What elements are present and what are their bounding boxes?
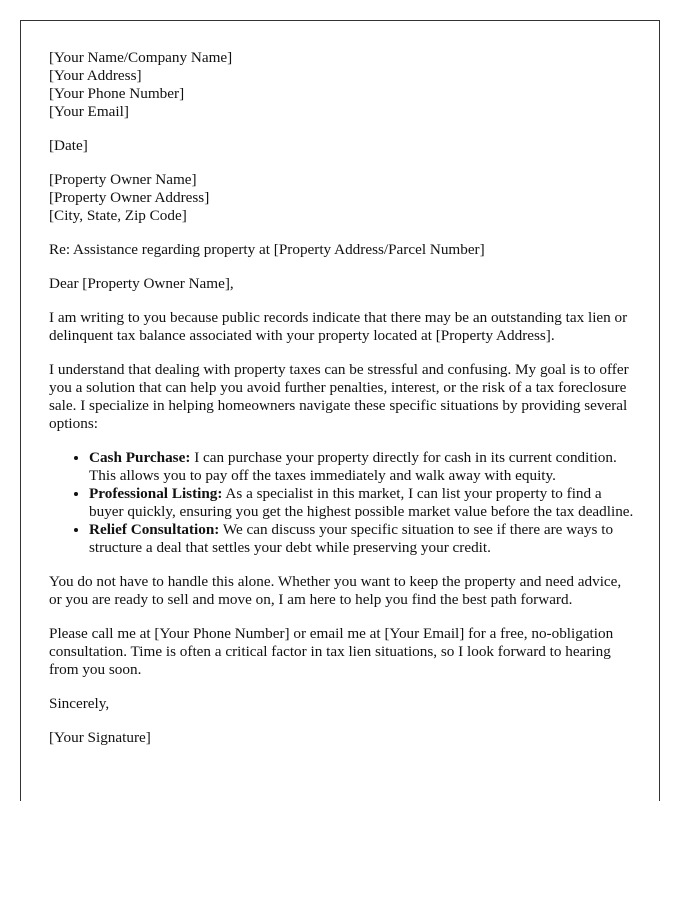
option-text: I can purchase your property directly for cash in its current condition. This allows you to pay off the taxes immediately and walk away with equity. (89, 449, 617, 484)
option-text: As a specialist in this market, I can list your property to find a buyer quickly, ensuring you get the highest possible market value before the tax deadline. (89, 485, 634, 520)
recipient-address: [Property Owner Address] (49, 189, 210, 206)
options-list (49, 449, 634, 557)
option-item (89, 521, 634, 557)
option-item (89, 485, 634, 521)
subject-line: Re: Assistance regarding property at [Property Address/Parcel Number] (49, 241, 485, 258)
option-text: We can discuss your specific situation to see if there are ways to structure a deal that settles your debt while preserving your credit. (89, 521, 614, 556)
closing-paragraph: Please call me at [Your Phone Number] or email me at [Your Email] for a free, no-obligation consultation. Time is often a critical factor in tax lien situations, so I look forward to hearing from you soon. (49, 625, 614, 678)
sender-address: [Your Address] (49, 67, 142, 84)
letter-content (49, 49, 634, 763)
date: [Date] (49, 137, 88, 154)
signoff: Sincerely, (49, 695, 110, 712)
recipient-city-state-zip: [City, State, Zip Code] (49, 207, 187, 224)
option-title: Relief Consultation: (89, 521, 220, 538)
sender-block (49, 49, 634, 121)
body-paragraph: I am writing to you because public records indicate that there may be an outstanding tax lien or delinquent tax balance associated with your property located at [Property Address]. (49, 309, 628, 344)
sender-phone: [Your Phone Number] (49, 85, 185, 102)
closing-paragraph: You do not have to handle this alone. Whether you want to keep the property and need advice, or you are ready to sell and move on, I am here to help you find the best path forward. (49, 573, 622, 608)
recipient-name: [Property Owner Name] (49, 171, 197, 188)
option-item (89, 449, 634, 485)
sender-name: [Your Name/Company Name] (49, 49, 233, 66)
sender-email: [Your Email] (49, 103, 129, 120)
body-paragraph: I understand that dealing with property taxes can be stressful and confusing. My goal is to offer you a solution that can help you avoid further penalties, interest, or the risk of a tax foreclosure sale. I specialize in helping homeowners navigate these specific situations by providing several options: (49, 361, 629, 432)
recipient-block (49, 171, 634, 225)
salutation: Dear [Property Owner Name], (49, 275, 234, 292)
option-title: Cash Purchase: (89, 449, 191, 466)
signature: [Your Signature] (49, 729, 151, 746)
letter-page (20, 20, 660, 801)
option-title: Professional Listing: (89, 485, 223, 502)
